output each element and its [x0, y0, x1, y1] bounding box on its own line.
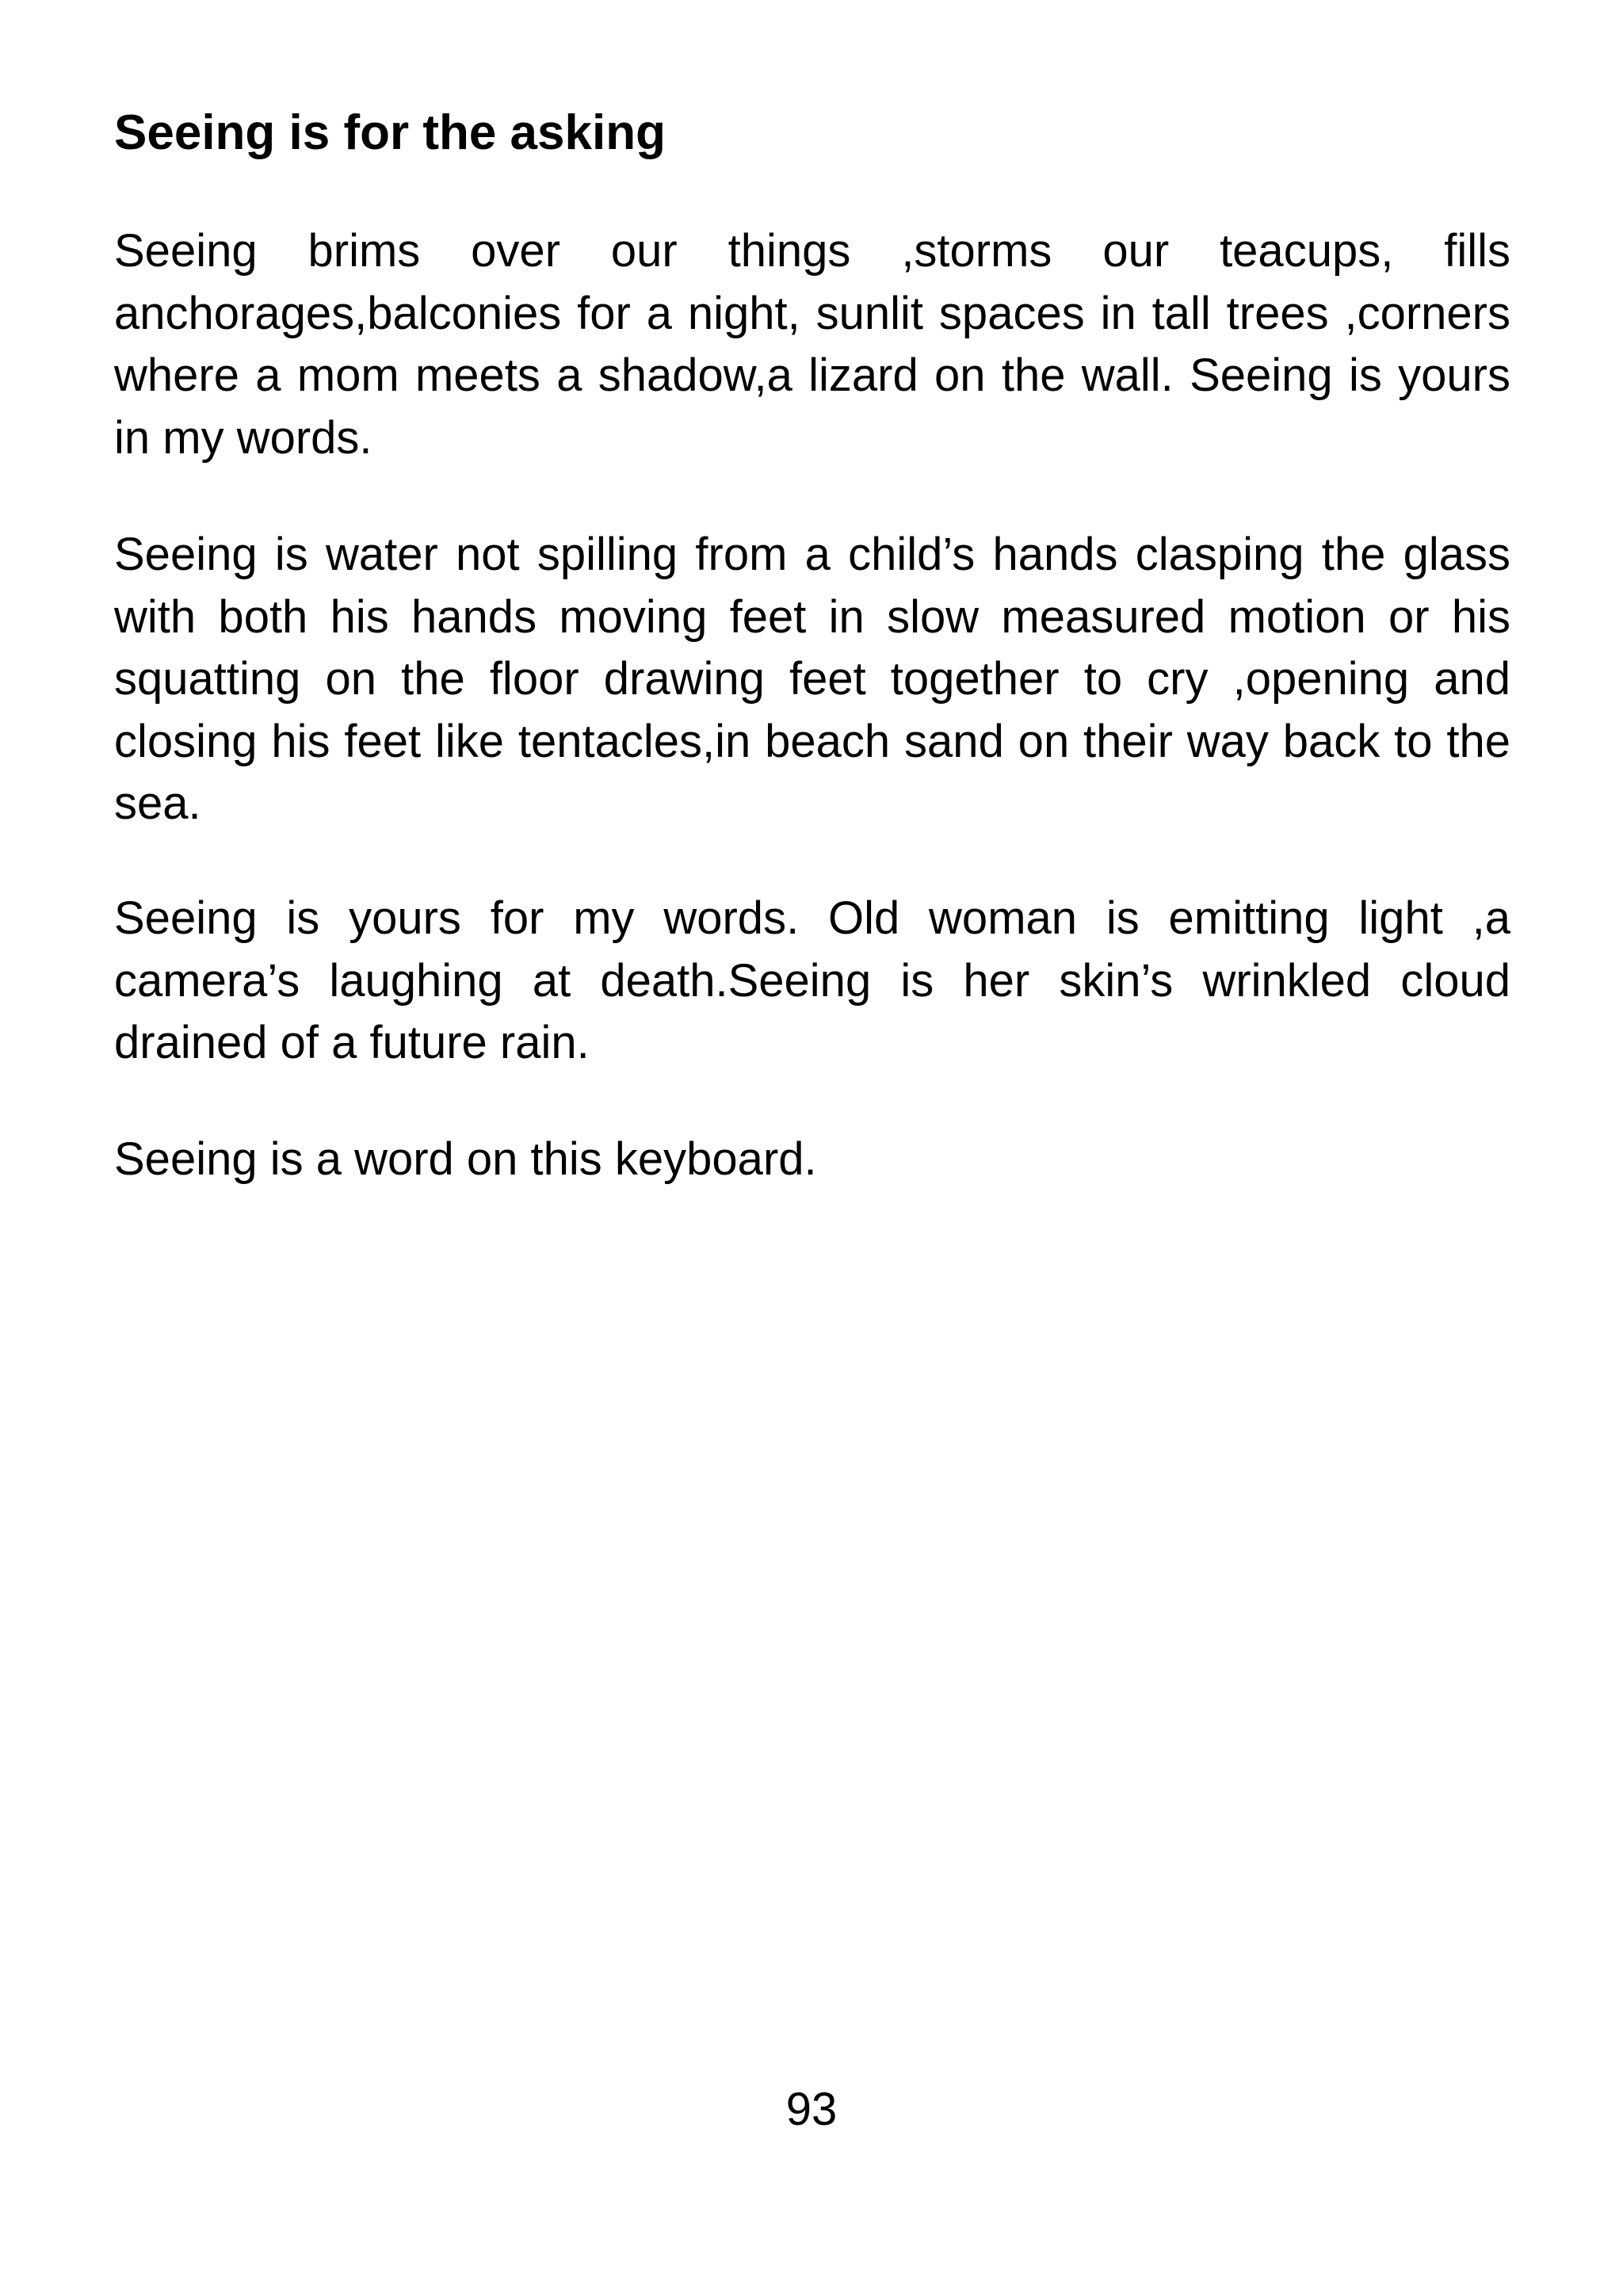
paragraph-1: Seeing brims over our things ,storms our teacups, fills anchorages,balconies for a night, sunlit spaces in tall trees ,corners where a mom meets a shadow,a lizard on the wall. Seeing is yours in my words. [114, 225, 1510, 464]
page-title: Seeing is for the asking [114, 105, 666, 160]
paragraph-3: Seeing is yours for my words. Old woman is emitting light ,a camera’s laughing at death.Seeing is her skin’s wrinkled cloud drained of a future rain. [114, 892, 1510, 1068]
paragraph-2: Seeing is water not spilling from a child’s hands clasping the glass with both his hands moving feet in slow measured motion or his squatting on the floor drawing feet together to cry ,opening and closing his feet like tentacles,in beach sand on their way back to the sea. [114, 529, 1510, 829]
paragraph-4: Seeing is a word on this keyboard. [114, 1133, 817, 1185]
page-number: 93 [785, 2084, 838, 2135]
